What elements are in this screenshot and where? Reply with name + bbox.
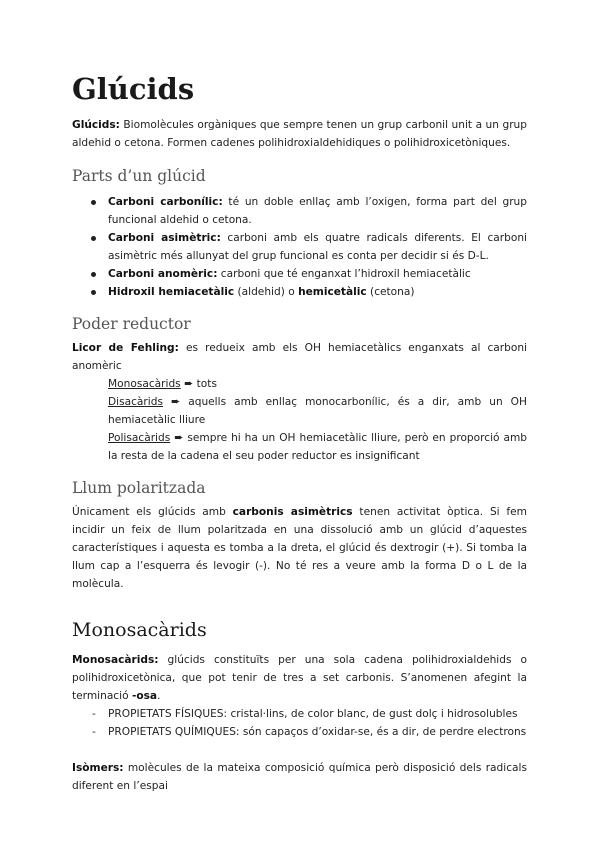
list-item: - PROPIETATS QUÍMIQUES: són capaços d’oxidar-se, és a dir, de perdre electrons [72, 723, 527, 741]
row-text: sempre hi ha un OH hemiacetàlic lliure, però en proporció amb la resta de la cadena el seu poder reductor es insignificant [108, 432, 527, 462]
llum-paragraph [72, 503, 527, 593]
list-item: - PROPIETATS FÍSIQUES: cristal·lins, de color blanc, de gust dolç i hidrosolubles [72, 705, 527, 723]
section-heading-mono: Monosacàrids [72, 619, 207, 641]
section-heading-poder: Poder reductor [72, 315, 191, 333]
llum-text-b: tenen activitat òptica. Si fem incidir un feix de llum polaritzada en una dissolució amb un glúcid d’aquestes característiques i aquesta es tomba a la dreta, el glúcid és dextrogir (+). Si tomba la llum cap a l’esquerra és levogir (-). No té res a veure amb la forma D o L de la molècula. [72, 506, 527, 590]
list-item [72, 265, 527, 283]
mono-term: Monosacàrids: [72, 654, 159, 666]
parts-list [72, 193, 527, 301]
item-text: carboni que té enganxat l’hidroxil hemiacetàlic [217, 268, 471, 280]
list-item [72, 229, 527, 265]
isomers-term: Isòmers: [72, 762, 124, 774]
reductor-row [72, 375, 527, 393]
isomers-text: molècules de la mateixa composició química però disposició dels radicals diferent en l’espai [72, 762, 527, 792]
intro-term: Glúcids: [72, 119, 120, 131]
item-term: Carboni carbonílic: [108, 196, 223, 208]
item-term-2: hemicetàlic [298, 286, 367, 298]
properties-list [72, 705, 527, 741]
mono-paragraph [72, 651, 527, 705]
fehling-text: es redueix amb els OH hemiacetàlics enganxats al carboni anomèric [72, 342, 528, 372]
intro-paragraph [72, 116, 527, 152]
intro-text: Biomolècules orgàniques que sempre tenen un grup carbonil unit a un grup aldehid o cetona. Formen cadenes polihidroxialdehidiques o polihidroxicetòniques. [72, 119, 527, 149]
item-text-2: (cetona) [366, 286, 415, 298]
list-item [72, 283, 527, 301]
section-heading-parts: Parts d’un glúcid [72, 167, 206, 185]
row-label: Monosacàrids [108, 378, 181, 390]
section-heading-llum: Llum polaritzada [72, 479, 206, 497]
arrow-icon: ➨ [174, 431, 184, 444]
item-term: Carboni anomèric: [108, 268, 218, 280]
list-item [72, 193, 527, 229]
mono-bold: -osa [131, 690, 158, 702]
fehling-paragraph [72, 339, 527, 375]
reductor-row [72, 429, 527, 465]
fehling-term: Licor de Fehling: [72, 342, 179, 354]
document-page [72, 72, 527, 795]
arrow-icon: ➨ [171, 395, 181, 408]
item-term: Hidroxil hemiacetàlic [108, 286, 235, 298]
item-text: té un doble enllaç amb l’oxigen, forma part del grup funcional aldehid o cetona. [108, 196, 527, 226]
reductor-row [72, 393, 527, 429]
row-text: aquells amb enllaç monocarbonílic, és a dir, amb un OH hemiacetàlic lliure [108, 396, 527, 426]
item-term: Carboni asimètric: [108, 232, 221, 244]
llum-bold: carbonis asimètrics [232, 506, 353, 518]
page-title: Glúcids [72, 72, 195, 106]
item-text: (aldehid) o [234, 286, 299, 298]
row-label: Disacàrids [108, 396, 163, 408]
row-text: tots [193, 378, 217, 390]
isomers-paragraph [72, 759, 527, 795]
row-label: Polisacàrids [108, 432, 171, 444]
arrow-icon: ➨ [184, 377, 194, 390]
mono-text-a: glúcids constituïts per una sola cadena polihidroxialdehids o polihidroxicetònica, que pot tenir de tres a set carbonis. S’anomenen afegint la terminació [72, 654, 527, 702]
mono-text-b: . [157, 690, 161, 702]
llum-text-a: Únicament els glúcids amb [72, 506, 233, 518]
item-text: carboni amb els quatre radicals diferents. El carboni asimètric més allunyat del grup funcional es conta per decidir si és D-L. [108, 232, 527, 262]
